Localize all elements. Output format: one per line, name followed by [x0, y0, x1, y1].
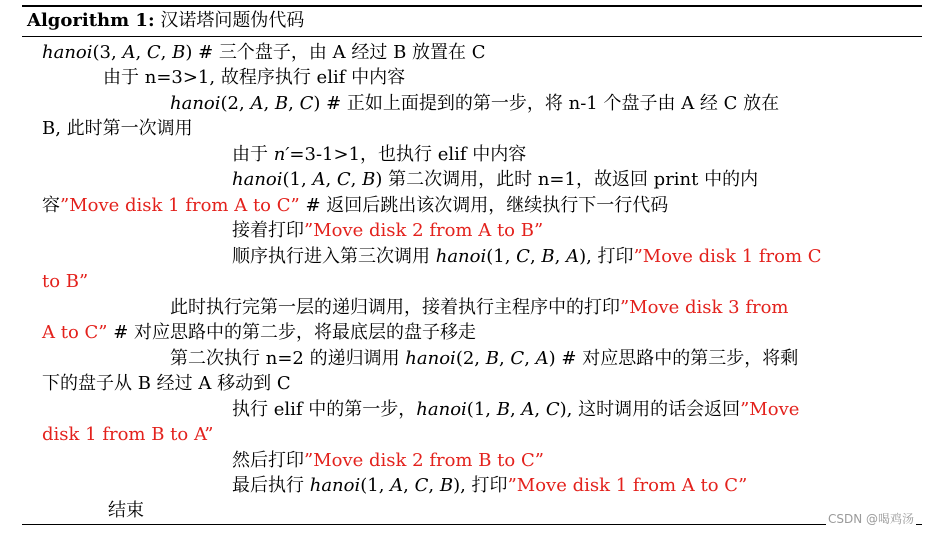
code-text: 结束	[108, 500, 144, 521]
code-line	[42, 118, 193, 140]
math-symbol: C	[414, 475, 429, 496]
code-line	[42, 424, 214, 446]
code-line	[232, 450, 544, 472]
code-text: ,	[524, 348, 536, 369]
code-text: 顺序执行进入第三次调用	[232, 246, 436, 267]
code-text: ), 这时调用的话会返回	[559, 399, 741, 420]
math-symbol: hanoi	[232, 169, 283, 190]
math-symbol: B	[541, 246, 555, 267]
code-text: ,	[403, 475, 415, 496]
math-symbol: A	[521, 399, 535, 420]
math-symbol: B	[485, 348, 499, 369]
code-text: 由于	[232, 144, 274, 165]
math-symbol: B	[274, 93, 289, 114]
code-text: (2,	[455, 348, 486, 369]
code-text: 第二次执行 n=2 的递归调用	[170, 348, 406, 369]
code-line	[108, 500, 144, 522]
print-output: ”Move disk 1 from C	[633, 246, 822, 267]
code-text: (3,	[92, 42, 123, 63]
code-text: ) # 对应思路中的第三步，将剩	[548, 348, 799, 369]
print-output: to B”	[42, 271, 89, 292]
math-symbol: A	[122, 42, 136, 63]
code-line	[232, 169, 758, 191]
math-symbol: hanoi	[309, 475, 361, 496]
code-text: ,	[428, 475, 440, 496]
math-symbol: B	[439, 475, 454, 496]
code-text: ,	[509, 399, 522, 420]
print-output: ”Move disk 1 from A to C”	[60, 195, 300, 216]
algorithm-title: 汉诺塔问题伪代码	[160, 10, 305, 31]
code-text: ,	[529, 246, 542, 267]
code-line	[42, 195, 668, 217]
math-symbol: hanoi	[405, 348, 456, 369]
code-text: ), 打印	[453, 475, 508, 496]
code-text: B, 此时第一次调用	[42, 118, 193, 139]
code-text: 容	[42, 195, 60, 216]
math-symbol: A	[250, 93, 264, 114]
print-output: ”Move	[740, 399, 800, 420]
code-line	[232, 220, 543, 242]
math-symbol: B	[172, 42, 186, 63]
code-text: ,	[135, 42, 147, 63]
code-text: # 对应思路中的第二步，将最底层的盘子移走	[107, 322, 477, 343]
print-output: ”Move disk 3 from	[620, 297, 789, 318]
code-text: ,	[554, 246, 567, 267]
code-line	[42, 373, 291, 395]
math-symbol: C	[545, 399, 560, 420]
bottom-rule	[22, 524, 922, 525]
algorithm-label: Algorithm 1:	[27, 10, 155, 31]
code-line	[42, 271, 88, 293]
code-line	[170, 297, 789, 319]
code-text: 最后执行	[232, 475, 310, 496]
math-symbol: C	[146, 42, 161, 63]
math-symbol: C	[516, 246, 530, 267]
math-symbol: hanoi	[416, 399, 467, 420]
code-line	[103, 67, 405, 89]
math-symbol: C	[299, 93, 314, 114]
code-line	[232, 246, 822, 268]
code-text: ), 打印	[579, 246, 634, 267]
code-text: (1,	[486, 246, 517, 267]
code-text: ,	[325, 169, 337, 190]
print-output: A to C”	[42, 322, 108, 343]
code-text: 此时执行完第一层的递归调用，接着执行主程序中的打印	[170, 297, 620, 318]
code-text: (1,	[360, 475, 391, 496]
top-rule	[22, 5, 922, 7]
math-symbol: A	[390, 475, 404, 496]
code-text: ) 第二次调用，此时 n=1，故返回 print 中的内	[375, 169, 759, 190]
code-text: 执行 elif 中的第一步，	[232, 399, 417, 420]
math-symbol: B	[496, 399, 510, 420]
code-text: (2,	[220, 93, 251, 114]
code-text: ,	[288, 93, 300, 114]
code-line	[232, 399, 799, 421]
math-symbol: hanoi	[170, 93, 221, 114]
code-text: 由于 n=3>1, 故程序执行 elif 中内容	[103, 67, 406, 88]
code-line	[232, 475, 747, 497]
math-symbol: C	[510, 348, 525, 369]
code-text: (1,	[282, 169, 313, 190]
code-text: ,	[350, 169, 363, 190]
code-text: ,	[160, 42, 173, 63]
math-symbol: A	[566, 246, 580, 267]
caption-rule	[22, 36, 922, 37]
math-symbol: C	[336, 169, 351, 190]
code-text: # 返回后跳出该次调用，继续执行下一行代码	[299, 195, 669, 216]
code-text: ) # 三个盘子，由 A 经过 B 放置在 C	[185, 42, 486, 63]
code-text: (1,	[466, 399, 497, 420]
math-symbol: n′	[273, 144, 290, 165]
code-text: ,	[534, 399, 546, 420]
code-line	[232, 144, 526, 166]
code-text: 然后打印	[232, 450, 304, 471]
print-output: ”Move disk 1 from A to C”	[507, 475, 748, 496]
code-text: ,	[263, 93, 275, 114]
code-line	[42, 322, 476, 344]
code-text: ) # 正如上面提到的第一步，将 n-1 个盘子由 A 经 C 放在	[313, 93, 780, 114]
math-symbol: A	[312, 169, 326, 190]
code-text: ,	[498, 348, 511, 369]
math-symbol: A	[535, 348, 549, 369]
csdn-watermark: CSDN @喝鸡汤	[827, 512, 914, 526]
algorithm-caption	[27, 10, 304, 32]
code-line	[42, 42, 486, 64]
print-output: disk 1 from B to A”	[42, 424, 214, 445]
math-symbol: B	[362, 169, 376, 190]
code-line	[170, 93, 779, 115]
code-text: 下的盘子从 B 经过 A 移动到 C	[42, 373, 291, 394]
code-line	[170, 348, 798, 370]
code-text: 接着打印	[232, 220, 304, 241]
print-output: ”Move disk 2 from A to B”	[304, 220, 544, 241]
math-symbol: hanoi	[42, 42, 93, 63]
code-text: =3-1>1，也执行 elif 中内容	[289, 144, 527, 165]
print-output: ”Move disk 2 from B to C”	[304, 450, 544, 471]
math-symbol: hanoi	[435, 246, 487, 267]
